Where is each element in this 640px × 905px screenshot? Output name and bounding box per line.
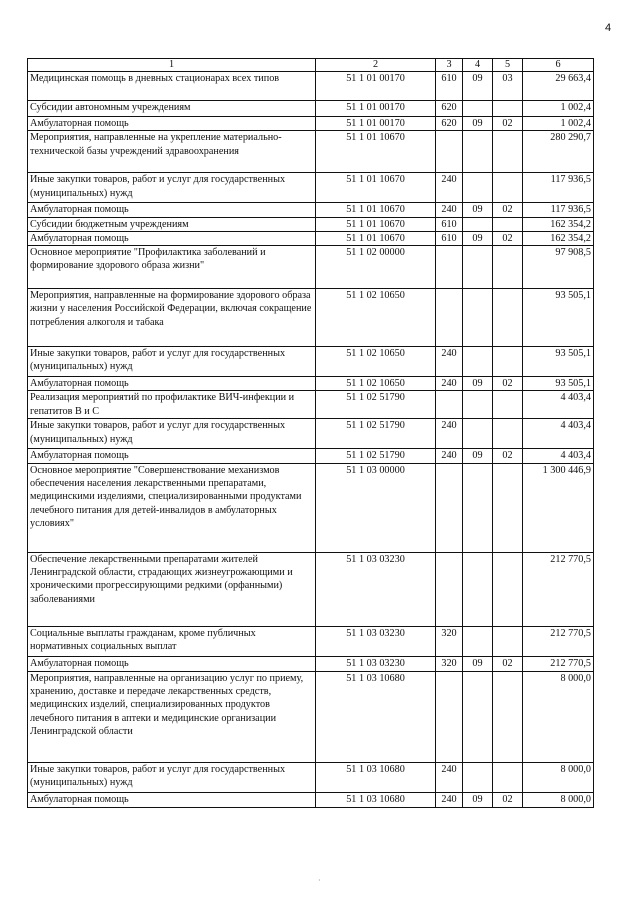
row-expense-type-cell: 320	[436, 626, 463, 656]
table-row	[28, 101, 594, 117]
row-name-cell: Амбулаторная помощь	[28, 231, 316, 245]
row-expense-type-cell	[436, 131, 463, 173]
row-code-cell: 51 1 02 10650	[316, 347, 436, 377]
row-section-cell	[463, 391, 493, 419]
row-amount-cell: 8 000,0	[523, 792, 594, 807]
row-section-cell: 09	[463, 656, 493, 671]
row-code-cell: 51 1 01 10670	[316, 203, 436, 217]
row-expense-type-cell: 240	[436, 347, 463, 377]
row-code-cell: 51 1 01 10670	[316, 231, 436, 245]
row-subsection-cell	[493, 671, 523, 762]
row-expense-type-cell: 240	[436, 762, 463, 792]
row-amount-cell: 93 505,1	[523, 289, 594, 347]
row-code-cell: 51 1 01 10670	[316, 173, 436, 203]
row-amount-cell: 162 354,2	[523, 231, 594, 245]
row-amount-cell: 1 300 446,9	[523, 463, 594, 552]
row-section-cell	[463, 246, 493, 289]
table-row	[28, 671, 594, 762]
row-expense-type-cell: 240	[436, 173, 463, 203]
header-cell-3: 3	[436, 59, 463, 72]
row-subsection-cell: 03	[493, 72, 523, 101]
row-section-cell: 09	[463, 377, 493, 391]
row-name-cell: Основное мероприятие "Профилактика заболеваний и формирование здорового образа жизни"	[28, 246, 316, 289]
row-subsection-cell: 02	[493, 377, 523, 391]
header-cell-2: 2	[316, 59, 436, 72]
row-amount-cell: 8 000,0	[523, 671, 594, 762]
row-amount-cell: 212 770,5	[523, 552, 594, 626]
row-section-cell	[463, 552, 493, 626]
row-expense-type-cell: 240	[436, 377, 463, 391]
row-subsection-cell: 02	[493, 203, 523, 217]
table-row	[28, 289, 594, 347]
row-subsection-cell	[493, 391, 523, 419]
row-code-cell: 51 1 02 51790	[316, 391, 436, 419]
row-amount-cell: 162 354,2	[523, 217, 594, 231]
row-section-cell: 09	[463, 117, 493, 131]
row-name-cell: Медицинская помощь в дневных стационарах всех типов	[28, 72, 316, 101]
table-row	[28, 377, 594, 391]
row-section-cell	[463, 762, 493, 792]
row-amount-cell: 212 770,5	[523, 626, 594, 656]
row-subsection-cell	[493, 626, 523, 656]
row-amount-cell: 93 505,1	[523, 377, 594, 391]
budget-table-body	[28, 59, 594, 808]
row-name-cell: Мероприятия, направленные на организацию услуг по приему, хранению, доставке и передаче лекарственных средств, медицинских изделий, специализированных продуктов лечебного питания в аптеки и медицинские организации Ленинградской области	[28, 671, 316, 762]
row-expense-type-cell: 620	[436, 101, 463, 117]
header-cell-1: 1	[28, 59, 316, 72]
row-amount-cell: 117 936,5	[523, 203, 594, 217]
row-expense-type-cell: 240	[436, 449, 463, 463]
row-subsection-cell	[493, 552, 523, 626]
row-section-cell: 09	[463, 72, 493, 101]
row-section-cell	[463, 671, 493, 762]
table-row	[28, 656, 594, 671]
row-expense-type-cell	[436, 391, 463, 419]
table-row	[28, 762, 594, 792]
row-subsection-cell	[493, 347, 523, 377]
row-subsection-cell	[493, 246, 523, 289]
header-cell-6: 6	[523, 59, 594, 72]
row-name-cell: Амбулаторная помощь	[28, 449, 316, 463]
row-code-cell: 51 1 01 00170	[316, 72, 436, 101]
table-row	[28, 463, 594, 552]
row-section-cell	[463, 347, 493, 377]
row-expense-type-cell: 610	[436, 217, 463, 231]
row-section-cell: 09	[463, 792, 493, 807]
header-cell-5: 5	[493, 59, 523, 72]
row-section-cell	[463, 419, 493, 449]
row-name-cell: Социальные выплаты гражданам, кроме публичных нормативных социальных выплат	[28, 626, 316, 656]
row-subsection-cell	[493, 289, 523, 347]
row-section-cell	[463, 289, 493, 347]
row-name-cell: Амбулаторная помощь	[28, 656, 316, 671]
row-section-cell: 09	[463, 203, 493, 217]
row-section-cell	[463, 463, 493, 552]
table-row	[28, 246, 594, 289]
row-expense-type-cell: 240	[436, 792, 463, 807]
table-row	[28, 552, 594, 626]
table-row	[28, 131, 594, 173]
table-row	[28, 391, 594, 419]
row-amount-cell: 1 002,4	[523, 117, 594, 131]
row-name-cell: Иные закупки товаров, работ и услуг для государственных (муниципальных) нужд	[28, 419, 316, 449]
table-row	[28, 419, 594, 449]
row-code-cell: 51 1 02 10650	[316, 289, 436, 347]
row-expense-type-cell: 240	[436, 203, 463, 217]
row-expense-type-cell	[436, 671, 463, 762]
row-expense-type-cell: 240	[436, 419, 463, 449]
row-subsection-cell: 02	[493, 117, 523, 131]
row-amount-cell: 280 290,7	[523, 131, 594, 173]
row-amount-cell: 29 663,4	[523, 72, 594, 101]
table-header-row	[28, 59, 594, 72]
row-amount-cell: 97 908,5	[523, 246, 594, 289]
row-name-cell: Реализация мероприятий по профилактике ВИЧ-инфекции и гепатитов В и С	[28, 391, 316, 419]
row-expense-type-cell: 610	[436, 72, 463, 101]
row-name-cell: Субсидии автономным учреждениям	[28, 101, 316, 117]
table-row	[28, 72, 594, 101]
row-code-cell: 51 1 03 10680	[316, 762, 436, 792]
row-code-cell: 51 1 01 00170	[316, 101, 436, 117]
scan-speck: ·	[318, 876, 321, 885]
row-subsection-cell	[493, 762, 523, 792]
row-code-cell: 51 1 03 00000	[316, 463, 436, 552]
row-subsection-cell	[493, 419, 523, 449]
row-section-cell: 09	[463, 231, 493, 245]
row-name-cell: Иные закупки товаров, работ и услуг для государственных (муниципальных) нужд	[28, 347, 316, 377]
budget-table	[27, 58, 594, 808]
row-code-cell: 51 1 01 00170	[316, 117, 436, 131]
row-expense-type-cell	[436, 463, 463, 552]
row-name-cell: Субсидии бюджетным учреждениям	[28, 217, 316, 231]
row-expense-type-cell: 320	[436, 656, 463, 671]
row-code-cell: 51 1 03 03230	[316, 656, 436, 671]
row-section-cell	[463, 131, 493, 173]
row-code-cell: 51 1 02 51790	[316, 419, 436, 449]
row-expense-type-cell	[436, 246, 463, 289]
row-amount-cell: 4 403,4	[523, 449, 594, 463]
row-expense-type-cell: 620	[436, 117, 463, 131]
row-section-cell: 09	[463, 449, 493, 463]
row-amount-cell: 4 403,4	[523, 419, 594, 449]
row-name-cell: Амбулаторная помощь	[28, 377, 316, 391]
row-section-cell	[463, 173, 493, 203]
row-section-cell	[463, 626, 493, 656]
row-code-cell: 51 1 01 10670	[316, 131, 436, 173]
page-number: 4	[605, 22, 612, 34]
row-amount-cell: 8 000,0	[523, 762, 594, 792]
row-subsection-cell: 02	[493, 231, 523, 245]
row-expense-type-cell: 610	[436, 231, 463, 245]
row-code-cell: 51 1 03 10680	[316, 792, 436, 807]
table-row	[28, 217, 594, 231]
row-expense-type-cell	[436, 552, 463, 626]
row-subsection-cell: 02	[493, 792, 523, 807]
table-row	[28, 173, 594, 203]
row-code-cell: 51 1 03 03230	[316, 626, 436, 656]
row-subsection-cell	[493, 131, 523, 173]
row-name-cell: Мероприятия, направленные на укрепление материально-технической базы учреждений здравоохранения	[28, 131, 316, 173]
table-row	[28, 117, 594, 131]
row-subsection-cell	[493, 217, 523, 231]
table-row	[28, 347, 594, 377]
row-amount-cell: 93 505,1	[523, 347, 594, 377]
row-amount-cell: 212 770,5	[523, 656, 594, 671]
row-name-cell: Амбулаторная помощь	[28, 792, 316, 807]
row-section-cell	[463, 101, 493, 117]
table-row	[28, 792, 594, 807]
row-code-cell: 51 1 02 51790	[316, 449, 436, 463]
table-row	[28, 626, 594, 656]
row-name-cell: Обеспечение лекарственными препаратами жителей Ленинградской области, страдающих жизнеугрожающими и хроническими прогрессирующими редкими (орфанными) заболеваниями	[28, 552, 316, 626]
row-code-cell: 51 1 03 03230	[316, 552, 436, 626]
row-amount-cell: 117 936,5	[523, 173, 594, 203]
row-name-cell: Мероприятия, направленные на формирование здорового образа жизни у населения Российской Федерации, включая сокращение потребления алкоголя и табака	[28, 289, 316, 347]
row-expense-type-cell	[436, 289, 463, 347]
row-name-cell: Амбулаторная помощь	[28, 117, 316, 131]
row-code-cell: 51 1 01 10670	[316, 217, 436, 231]
row-amount-cell: 4 403,4	[523, 391, 594, 419]
row-name-cell: Амбулаторная помощь	[28, 203, 316, 217]
row-code-cell: 51 1 02 00000	[316, 246, 436, 289]
table-row	[28, 231, 594, 245]
row-subsection-cell: 02	[493, 656, 523, 671]
row-subsection-cell	[493, 173, 523, 203]
row-code-cell: 51 1 02 10650	[316, 377, 436, 391]
row-section-cell	[463, 217, 493, 231]
row-name-cell: Иные закупки товаров, работ и услуг для государственных (муниципальных) нужд	[28, 173, 316, 203]
header-cell-4: 4	[463, 59, 493, 72]
row-amount-cell: 1 002,4	[523, 101, 594, 117]
row-subsection-cell: 02	[493, 449, 523, 463]
row-subsection-cell	[493, 463, 523, 552]
table-row	[28, 449, 594, 463]
row-name-cell: Основное мероприятие "Совершенствование механизмов обеспечения населения лекарственными препаратами, медицинскими изделиями, специализированными продуктами лечебного питания для детей-инвалидов в амбулаторных условиях"	[28, 463, 316, 552]
row-subsection-cell	[493, 101, 523, 117]
row-code-cell: 51 1 03 10680	[316, 671, 436, 762]
table-row	[28, 203, 594, 217]
row-name-cell: Иные закупки товаров, работ и услуг для государственных (муниципальных) нужд	[28, 762, 316, 792]
